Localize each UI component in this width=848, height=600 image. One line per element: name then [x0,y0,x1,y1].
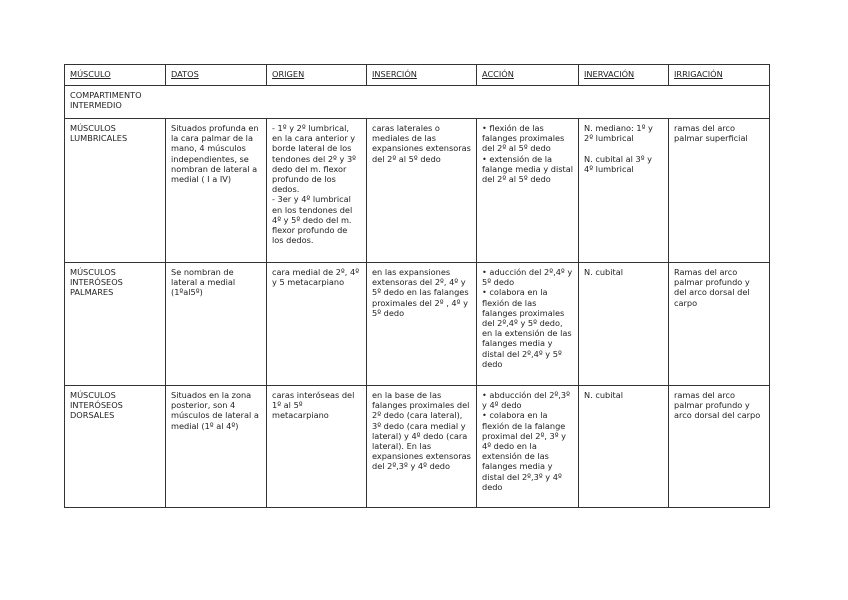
cell-irrigacion: ramas del arco palmar profundo y arco dorsal del carpo [669,386,770,508]
header-insercion: INSERCIÓN [367,65,477,86]
cell-accion: • abducción del 2º,3º y 4º dedo • colabora en la flexión de la falange proximal del 2º, 3º y 4º dedo en la extensión de las falanges media y distal del 2º,3º y 4º dedo [477,386,579,508]
section-title [65,86,770,119]
section-title-text: COMPARTIMENTO INTERMEDIO [70,90,142,111]
cell-datos: Situados profunda en la cara palmar de la mano, 4 músculos independientes, se nombran de lateral a medial ( I a IV) [166,119,267,263]
muscle-table [64,64,770,508]
cell-inervacion: N. cubital [579,386,669,508]
header-accion: ACCIÓN [477,65,579,86]
table-row [65,119,770,263]
table-row [65,386,770,508]
cell-irrigacion: ramas del arco palmar superficial [669,119,770,263]
cell-origen: cara medial de 2º, 4º y 5 metacarpiano [267,263,367,386]
table-row [65,263,770,386]
cell-musculo: MÚSCULOS INTERÓSEOS DORSALES [65,386,166,508]
section-row [65,86,770,119]
header-irrigacion: IRRIGACIÓN [669,65,770,86]
cell-accion: • flexión de las falanges proximales del 2º al 5º dedo • extensión de la falange media y distal del 2º al 5º dedo [477,119,579,263]
cell-insercion: en las expansiones extensoras del 2º, 4º y 5º dedo en las falanges proximales del 2º , 4º y 5º dedo [367,263,477,386]
header-musculo: MÚSCULO [65,65,166,86]
cell-datos: Se nombran de lateral a medial (1ºal5º) [166,263,267,386]
cell-musculo: MÚSCULOS LUMBRICALES [65,119,166,263]
cell-inervacion: N. cubital [579,263,669,386]
header-inervacion: INERVACIÓN [579,65,669,86]
cell-irrigacion: Ramas del arco palmar profundo y del arco dorsal del carpo [669,263,770,386]
cell-origen: - 1º y 2º lumbrical, en la cara anterior y borde lateral de los tendones del 2º y 3º dedo del m. flexor profundo de los dedos. - 3er y 4º lumbrical en los tendones del 4º y 5º dedo del m. flexor profundo de los dedos. [267,119,367,263]
cell-musculo: MÚSCULOS INTERÓSEOS PALMARES [65,263,166,386]
header-origen: ORIGEN [267,65,367,86]
cell-insercion: caras laterales o mediales de las expansiones extensoras del 2º al 5º dedo [367,119,477,263]
cell-datos: Situados en la zona posterior, son 4 músculos de lateral a medial (1º al 4º) [166,386,267,508]
cell-insercion: en la base de las falanges proximales del 2º dedo (cara lateral), 3º dedo (cara medial y lateral) y 4º dedo (cara lateral). En las expansiones extensoras del 2º,3º y 4º dedo [367,386,477,508]
cell-origen: caras interóseas del 1º al 5º metacarpiano [267,386,367,508]
cell-inervacion: N. mediano: 1º y 2º lumbrical N. cubital al 3º y 4º lumbrical [579,119,669,263]
header-datos: DATOS [166,65,267,86]
header-row [65,65,770,86]
cell-accion: • aducción del 2º,4º y 5º dedo • colabora en la flexión de las falanges proximales del 2º,4º y 5º dedo, en la extensión de las falanges media y distal del 2º,4º y 5º dedo [477,263,579,386]
